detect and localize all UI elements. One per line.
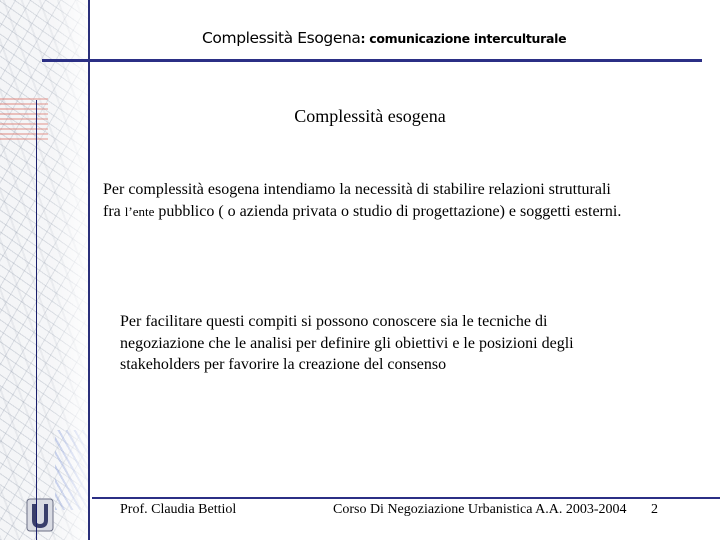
paragraph-tools-line1: Per facilitare questi compiti si possono conoscere sia le tecniche di bbox=[120, 313, 548, 330]
university-logo-icon bbox=[26, 498, 54, 532]
left-vertical-rule bbox=[88, 0, 90, 540]
line2-end: pubblico ( o azienda privata o studio di progettazione) e soggetti esterni. bbox=[154, 203, 622, 220]
map-fade-overlay bbox=[0, 0, 90, 540]
header-rule bbox=[42, 59, 702, 62]
line2-start: fra bbox=[103, 203, 125, 220]
paragraph-tools bbox=[120, 311, 680, 376]
slide-header bbox=[202, 28, 566, 47]
footer-course: Corso Di Negoziazione Urbanistica A.A. 2003-2004 bbox=[333, 502, 627, 517]
footer-rule bbox=[92, 497, 720, 499]
slide-title: Complessità esogena bbox=[294, 106, 446, 126]
inner-vertical-rule bbox=[36, 100, 37, 540]
footer-author: Prof. Claudia Bettiol bbox=[120, 502, 237, 517]
paragraph-tools-line3: stakeholders per favorire la creazione del consenso bbox=[120, 356, 447, 373]
header-title: Complessità Esogena bbox=[202, 29, 361, 47]
paragraph-definition-line1: Per complessità esogena intendiamo la necessità di stabilire relazioni strutturali bbox=[103, 181, 611, 198]
header-subtitle: : comunicazione interculturale bbox=[360, 31, 567, 46]
paragraph-tools-line2: negoziazione che le analisi per definire gli obiettivi e le posizioni degli bbox=[120, 334, 574, 352]
page-number: 2 bbox=[651, 502, 658, 517]
line2-small-text: l’ente bbox=[124, 204, 155, 219]
paragraph-definition bbox=[103, 179, 703, 223]
paragraph-definition-line2 bbox=[103, 201, 703, 223]
city-map-decoration bbox=[0, 0, 90, 540]
